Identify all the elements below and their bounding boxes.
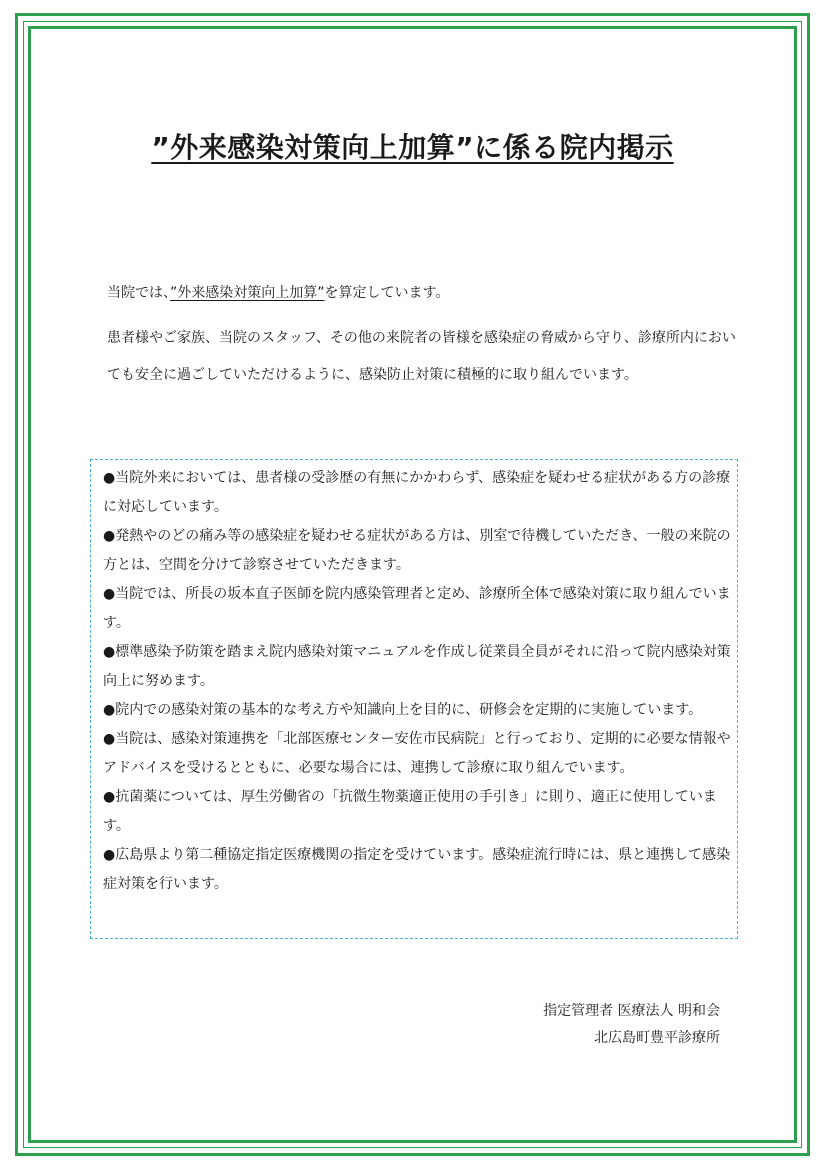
intro-line1-highlight: ”外来感染対策向上加算” (170, 285, 325, 301)
measure-item-4: ●標準感染予防策を踏まえ院内感染対策マニュアルを作成し従業員全員がそれに沿って院内感染対策向上に努めます。 (103, 644, 731, 689)
measure-item-5: ●院内での感染対策の基本的な考え方や知識向上を目的に、研修会を定期的に実施しています。 (103, 702, 703, 718)
measures-list (91, 460, 737, 899)
title-suffix: に係る院内掲示 (474, 131, 674, 164)
signature-organization: 指定管理者 医療法人 明和会 (543, 1003, 720, 1019)
intro-paragraph: 患者様やご家族、当院のスタッフ、その他の来院者の皆様を感染症の脅威から守り、診療所内においても安全に過ごしていただけるように、感染防止対策に積極的に取り組んでいます。 (107, 330, 736, 383)
measure-item-6: ●当院は、感染対策連携を「北部医療センター安佐市民病院」と行っており、定期的に必要な情報やアドバイスを受けるとともに、必要な場合には、連携して診療に取り組んでいます。 (103, 731, 731, 776)
measure-item-3: ●当院では、所長の坂本直子医師を院内感染管理者と定め、診療所全体で感染対策に取り組んでいます。 (103, 586, 731, 631)
title-prefix: ”外来感染対策向上加算” (151, 131, 475, 164)
signature-clinic: 北広島町豊平診療所 (594, 1030, 720, 1046)
intro-section (107, 283, 737, 394)
signature (543, 998, 720, 1052)
intro-line1-prefix: 当院では、 (107, 285, 170, 301)
measure-item-1: ●当院外来においては、患者様の受診歴の有無にかかわらず、感染症を疑わせる症状がある方の診療に対応しています。 (103, 470, 731, 515)
measure-item-2: ●発熱やのどの痛み等の感染症を疑わせる症状がある方は、別室で待機していただき、一般の来院の方とは、空間を分けて診察させていただきます。 (103, 528, 731, 573)
intro-line1-suffix: を算定しています。 (324, 285, 450, 301)
measures-box (90, 459, 738, 939)
measure-item-8: ●広島県より第二種協定指定医療機関の指定を受けています。感染症流行時には、県と連携して感染症対策を行います。 (103, 847, 731, 892)
measure-item-7: ●抗菌薬については、厚生労働省の「抗微生物薬適正使用の手引き」に則り、適正に使用しています。 (103, 789, 717, 834)
page-title (0, 126, 825, 166)
intro-line1 (107, 283, 737, 303)
